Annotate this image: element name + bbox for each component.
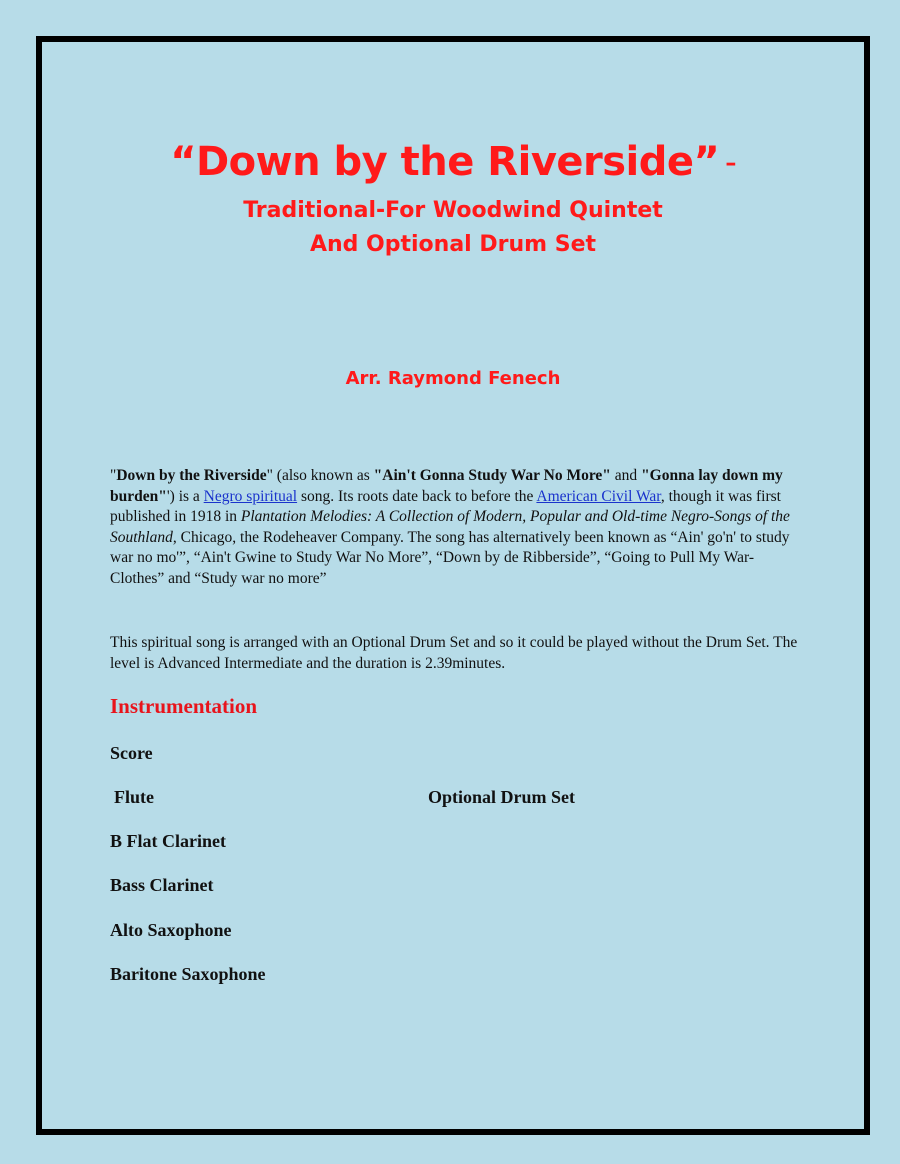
instrument-flute: Flute xyxy=(114,787,154,807)
instrument-drum-set: Optional Drum Set xyxy=(428,787,576,807)
alt-title-2: "Gonna lay down my burden" xyxy=(110,467,783,505)
quote-open: " xyxy=(110,467,117,484)
instrument-baritone-saxophone: Baritone Saxophone xyxy=(110,964,266,984)
instrument-clarinet: B Flat Clarinet xyxy=(110,831,226,851)
description-paragraph xyxy=(110,466,800,589)
song-name: Down by the Riverside xyxy=(116,467,267,484)
main-title xyxy=(42,138,864,188)
desc-text-4: song. Its roots date back to before the xyxy=(297,487,537,505)
title-dash: – xyxy=(725,151,736,176)
arranger-credit: Arr. Raymond Fenech xyxy=(345,368,561,389)
desc-text-3: ') is a xyxy=(166,487,204,505)
title-block xyxy=(42,138,864,262)
negro-spiritual-link[interactable]: Negro spiritual xyxy=(203,487,298,505)
instrumentation-heading: Instrumentation xyxy=(110,694,258,718)
american-civil-war-link[interactable]: American Civil War xyxy=(536,487,661,505)
main-title-text: “Down by the Riverside” xyxy=(170,139,720,185)
instrument-bass-clarinet: Bass Clarinet xyxy=(110,875,214,895)
arrangement-note: This spiritual song is arranged with an Optional Drum Set and so it could be played without the Drum Set. The level is Advanced Intermediate and the duration is 2.39minutes. xyxy=(110,634,798,672)
desc-text-5: , though it was first published in 1918 in xyxy=(110,487,781,525)
instrument-score: Score xyxy=(110,743,153,763)
desc-text-6: , Chicago, the Rodeheaver Company. The song has alternatively been known as “Ain' go'n' to study war no mo'”, “Ain't Gwine to Study War No More”, “Down by de Ribberside”, “Going to Pull My War-Clothes” and “Study war no more” xyxy=(110,528,790,587)
page-frame xyxy=(36,36,870,1135)
alt-title-1: "Ain't Gonna Study War No More" xyxy=(373,467,611,484)
desc-text-2: and xyxy=(610,467,642,484)
subtitle-line-2: And Optional Drum Set xyxy=(309,232,597,257)
desc-text-1: " (also known as xyxy=(266,467,374,484)
book-title: Plantation Melodies: A Collection of Modern, Popular and Old-time Negro-Songs of the Southland xyxy=(110,508,790,546)
instrument-alto-saxophone: Alto Saxophone xyxy=(110,920,232,940)
subtitle-line-1: Traditional-For Woodwind Quintet xyxy=(243,198,663,223)
